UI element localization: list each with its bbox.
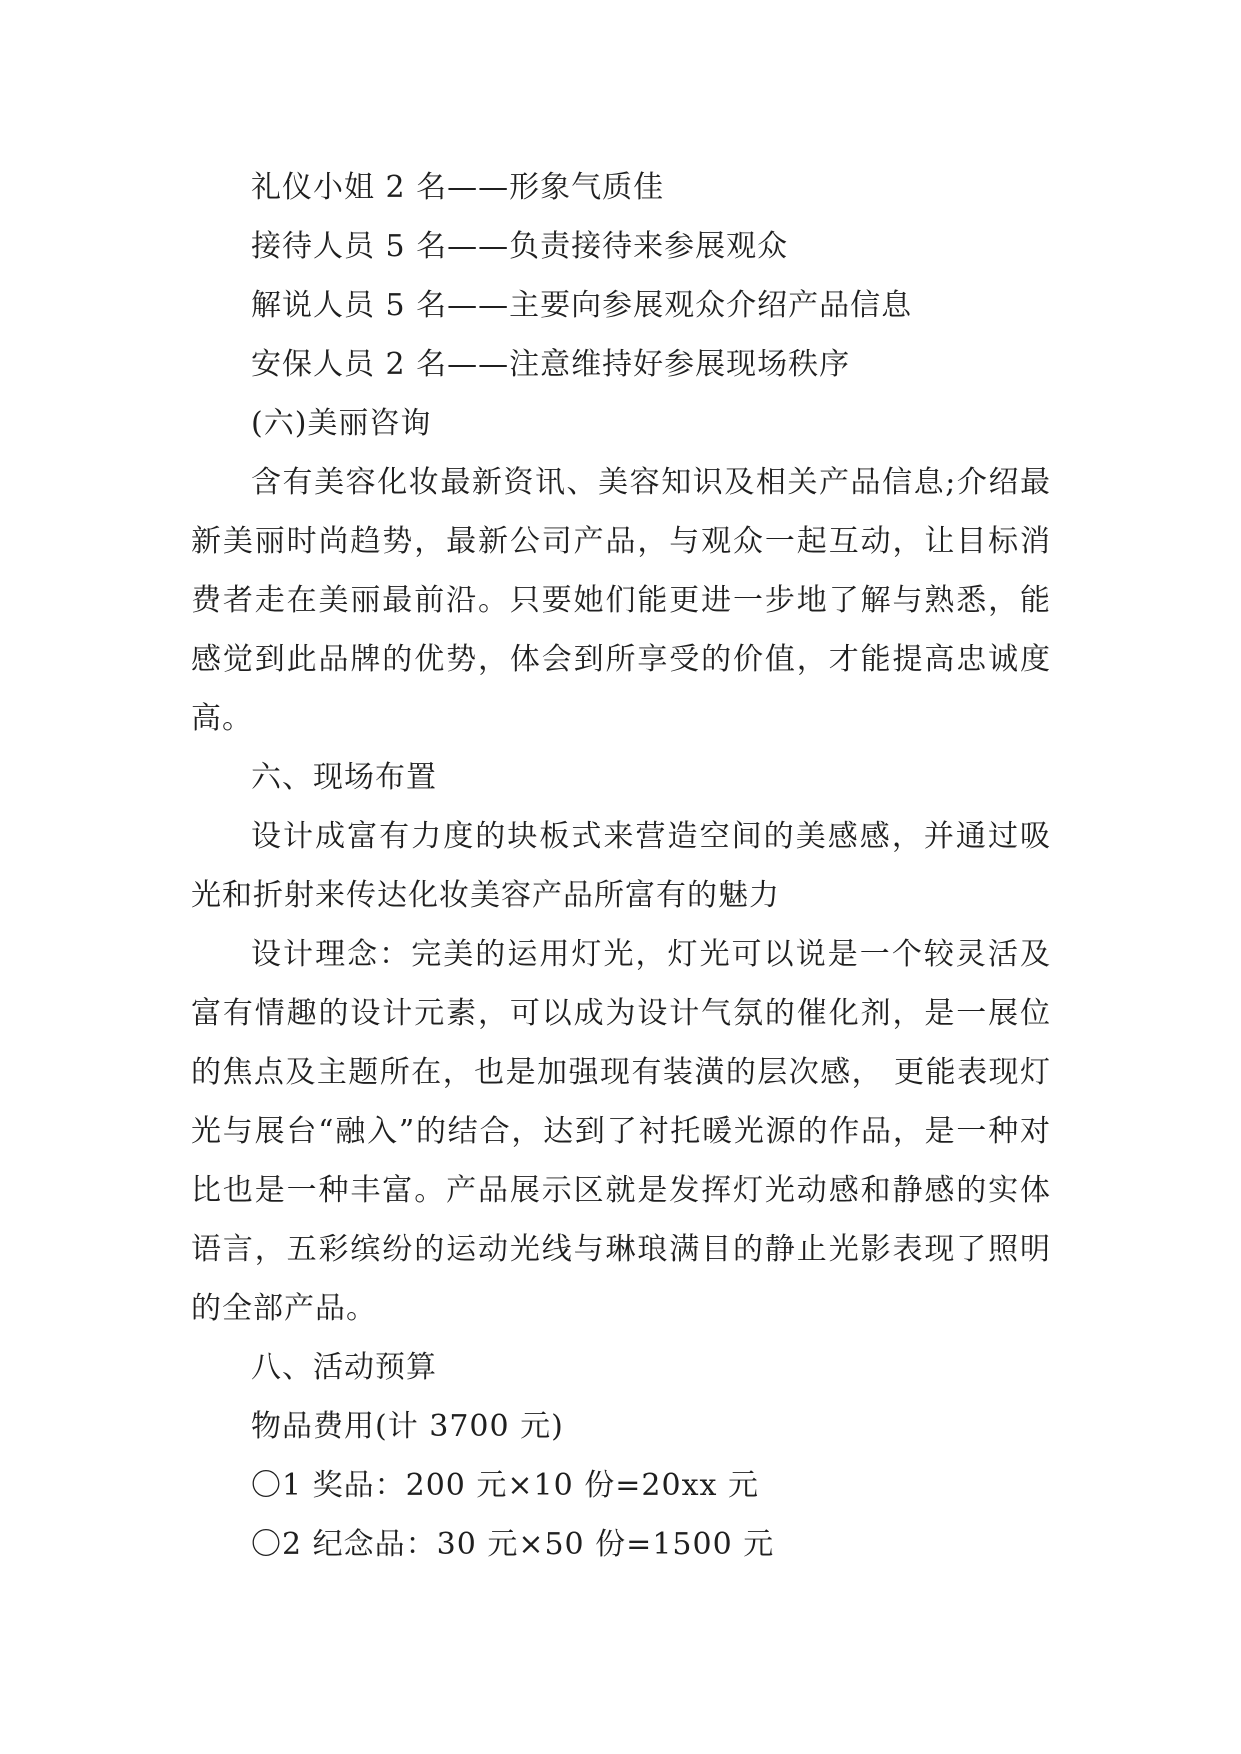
budget-item-prizes: 〇1 奖品：200 元×10 份=20xx 元	[251, 1468, 759, 1503]
staff-line-guide: 解说人员 5 名——主要向参展观众介绍产品信息	[251, 288, 913, 323]
design-concept-paragraph: 设计理念：完美的运用灯光，灯光可以说是一个较灵活及富有情趣的设计元素，可以成为设计气氛的催化剂，是一展位的焦点及主题所在，也是加强现有装潢的层次感， 更能表现灯光与展台“融入”的结合，达到了衬托暖光源的作品，是一种对比也是一种丰富。产品展示区就是发挥灯光动感和静感的实体语言，五彩缤纷的运动光线与琳琅满目的静止光影表现了照明的全部产品。	[191, 937, 1051, 1326]
site-layout-paragraph: 设计成富有力度的块板式来营造空间的美感感，并通过吸光和折射来传达化妆美容产品所富有的魅力	[191, 819, 1051, 913]
beauty-consult-paragraph: 含有美容化妆最新资讯、美容知识及相关产品信息;介绍最新美丽时尚趋势，最新公司产品，与观众一起互动，让目标消费者走在美丽最前沿。只要她们能更进一步地了解与熟悉，能感觉到此品牌的优势，体会到所享受的价值，才能提高忠诚度高。	[191, 465, 1051, 736]
staff-line-security: 安保人员 2 名——注意维持好参展现场秩序	[251, 347, 851, 382]
site-layout-heading: 六、现场布置	[251, 760, 437, 795]
beauty-consult-heading: (六)美丽咨询	[251, 406, 432, 441]
staff-line-reception: 接待人员 5 名——负责接待来参展观众	[251, 229, 789, 264]
budget-item-total: 物品费用(计 3700 元)	[251, 1409, 564, 1444]
staff-line-etiquette: 礼仪小姐 2 名——形象气质佳	[251, 170, 665, 205]
document-body	[191, 158, 1051, 1574]
budget-heading: 八、活动预算	[251, 1350, 437, 1385]
budget-item-souvenirs: 〇2 纪念品：30 元×50 份=1500 元	[251, 1527, 775, 1562]
